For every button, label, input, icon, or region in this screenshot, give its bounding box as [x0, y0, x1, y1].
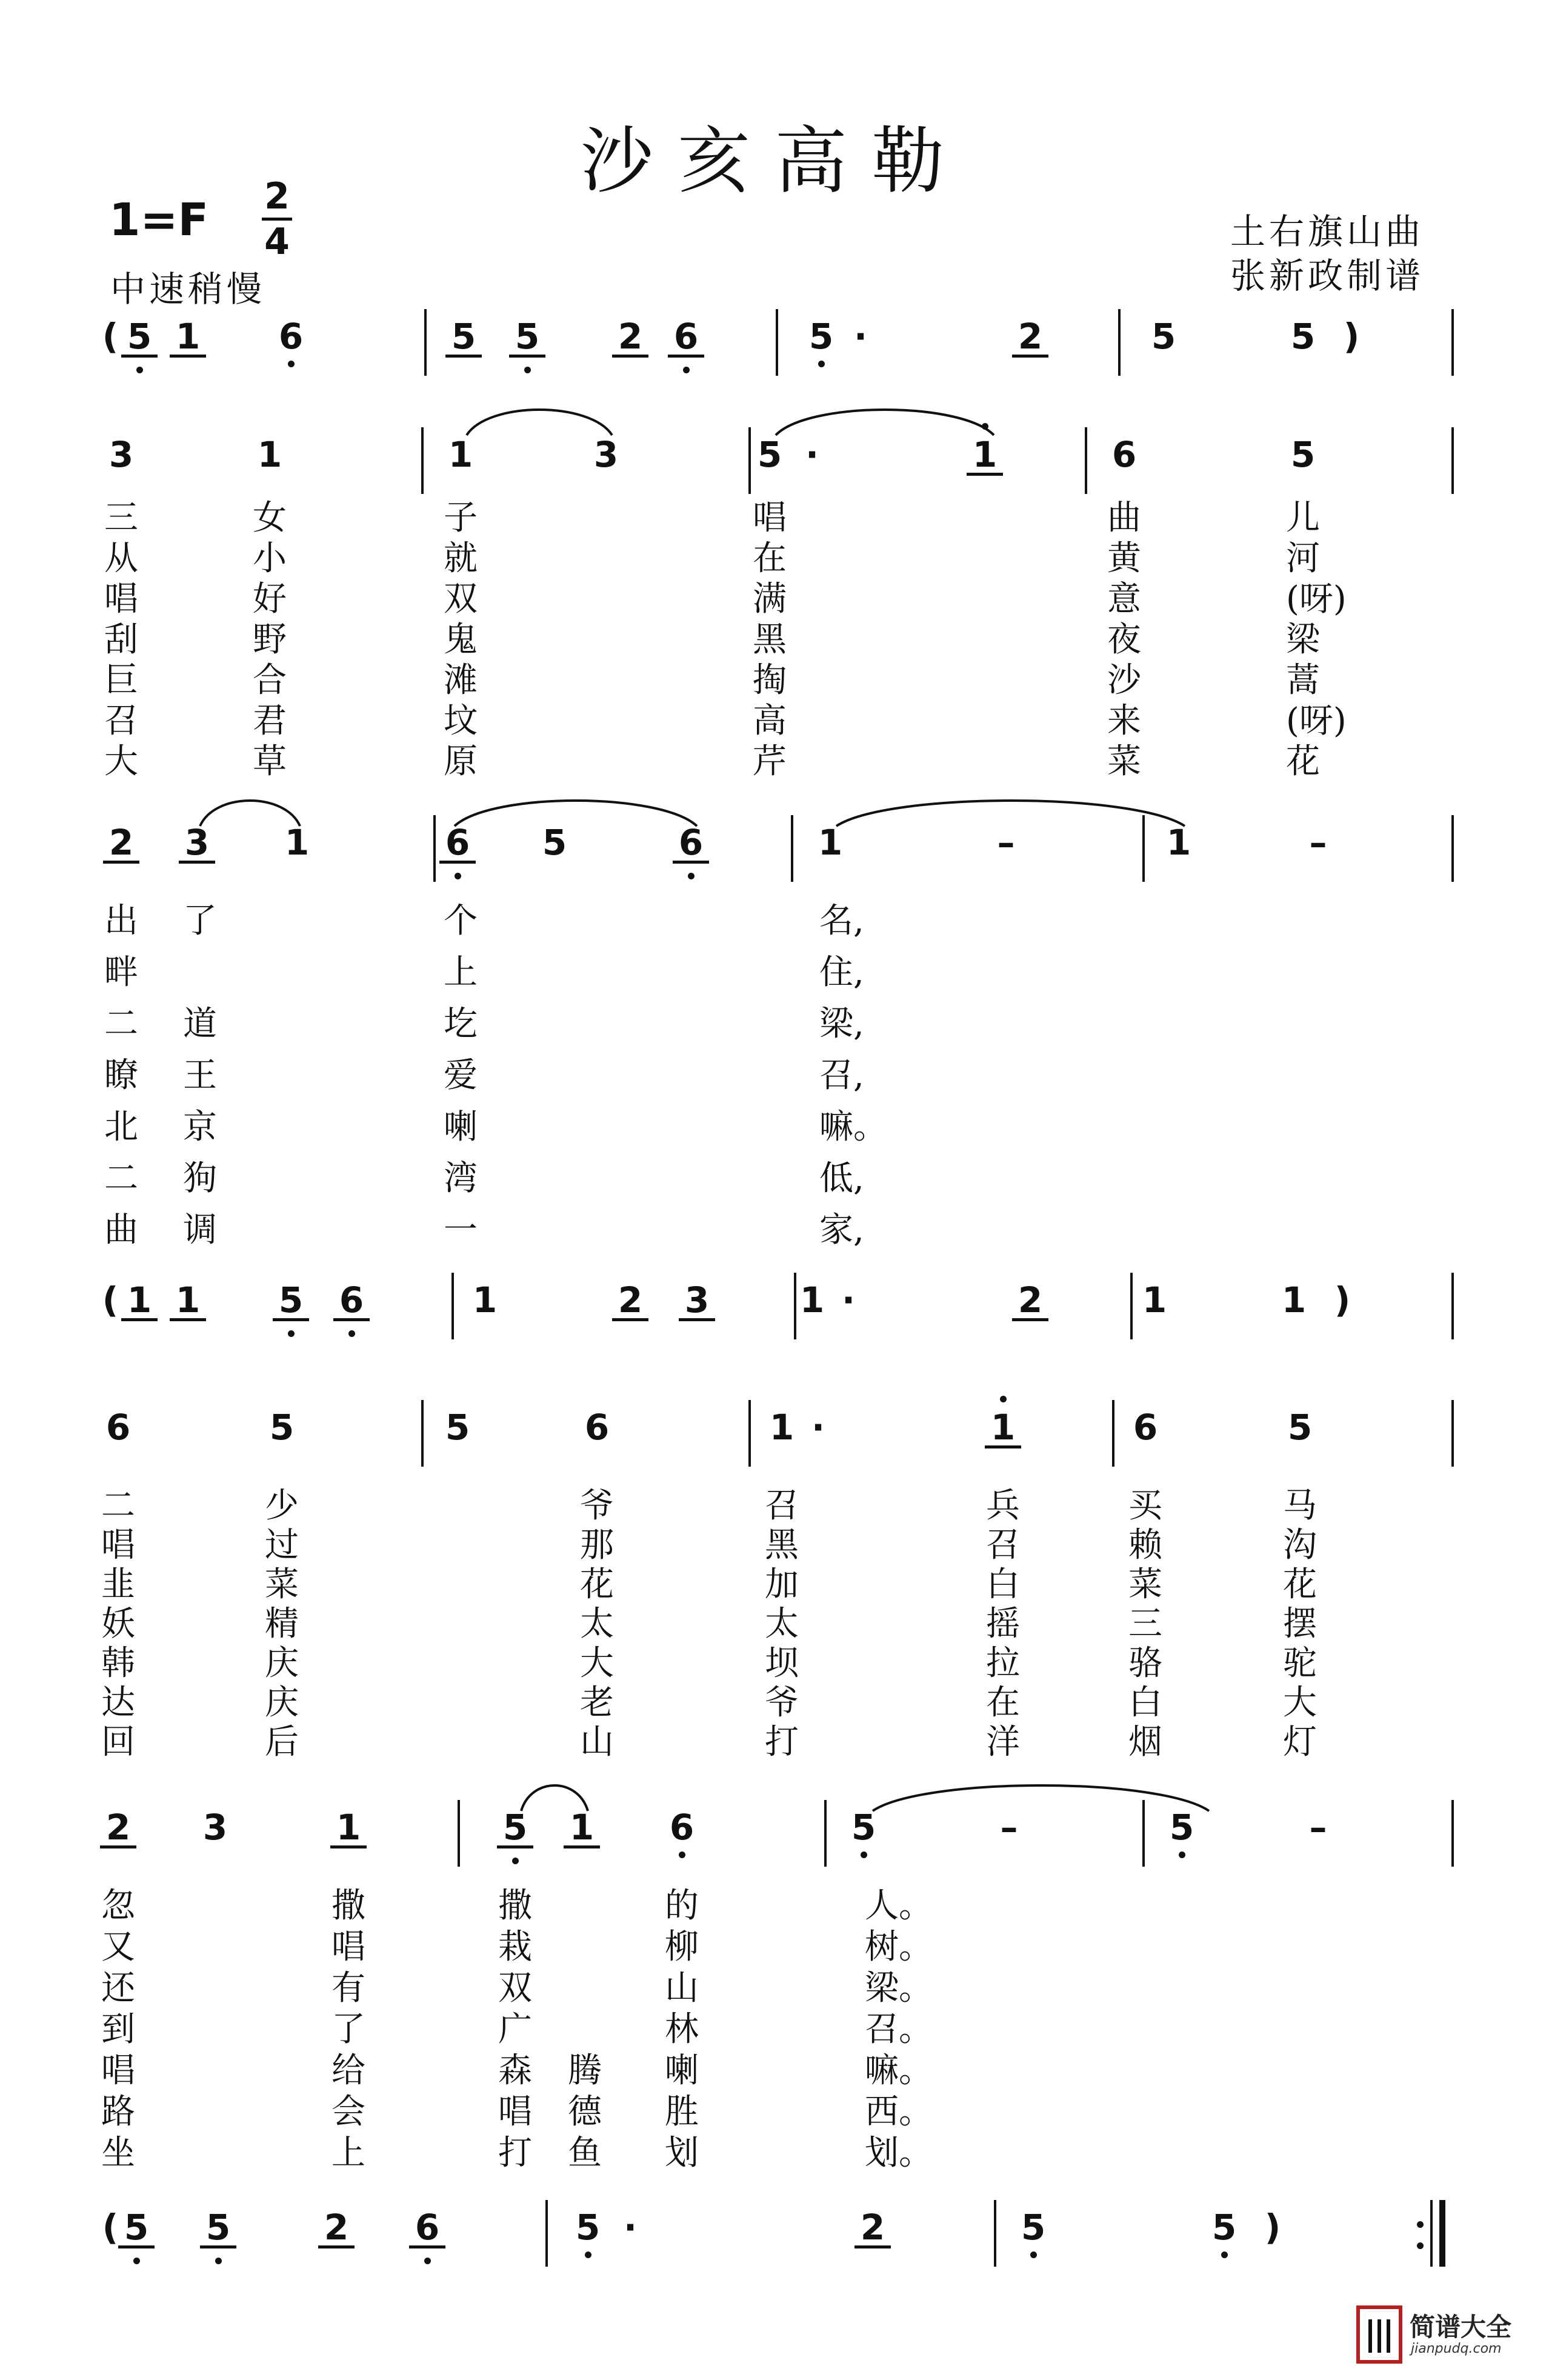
lyric-syllable: 唱: [101, 2051, 135, 2090]
watermark-brand: 简谱大全: [1410, 2312, 1512, 2342]
lyric-syllable: 低,: [819, 1159, 864, 1198]
lyric-syllable: 腾: [568, 2051, 602, 2090]
octave-dot-below: [424, 2258, 431, 2264]
octave-dot-above: [1000, 1396, 1007, 1402]
octave-dot-below: [455, 873, 461, 879]
lyric-syllable: 太: [580, 1604, 614, 1644]
lyric-syllable: 三: [104, 498, 138, 538]
lyric-syllable: 子: [444, 498, 478, 538]
time-bottom: 4: [264, 221, 290, 263]
lyric-syllable: 大: [104, 742, 138, 781]
lyric-syllable: 唱: [101, 1525, 135, 1565]
lyric-syllable: 广: [498, 2010, 532, 2049]
lyric-syllable: 名,: [819, 901, 864, 941]
lyric-syllable: 森: [498, 2051, 532, 2090]
note: 1: [769, 1407, 794, 1448]
octave-dot-below: [1179, 1852, 1185, 1858]
lyric-syllable: 林: [665, 2010, 699, 2049]
lyric-syllable: (呀): [1286, 701, 1347, 741]
note: 6: [673, 824, 709, 864]
lyric-syllable: 爷: [765, 1683, 799, 1722]
lyric-syllable: 曲: [1107, 498, 1141, 538]
paren: (: [102, 316, 119, 357]
lyric-syllable: 撒: [498, 1886, 532, 1925]
lyric-syllable: 摆: [1283, 1604, 1317, 1644]
note: 1: [330, 1809, 367, 1848]
lyric-syllable: 双: [498, 1968, 532, 2008]
lyric-syllable: 黄: [1107, 539, 1141, 578]
slur: [776, 400, 994, 436]
lyric-syllable: 个: [444, 901, 478, 941]
lyric-syllable: 妖: [101, 1604, 135, 1644]
note: 1: [985, 1409, 1021, 1448]
note: 6: [105, 1407, 131, 1448]
barline: [776, 309, 778, 376]
note: 5: [1211, 2207, 1237, 2248]
lyric-syllable: 会: [331, 2092, 365, 2132]
note: 1: [818, 822, 843, 863]
lyric-syllable: 洋: [986, 1722, 1020, 1762]
lyric-syllable: 召。: [865, 2010, 933, 2049]
note: 2: [100, 1809, 136, 1848]
lyric-syllable: 野: [253, 620, 287, 659]
lyric-syllable: 后: [265, 1722, 299, 1762]
note: 5: [808, 316, 834, 357]
lyric-syllable: 嘛。: [865, 2051, 933, 2090]
octave-dot-below: [688, 873, 695, 879]
octave-dot-below: [133, 2258, 140, 2264]
note: 6: [439, 824, 476, 864]
lyric-syllable: 夜: [1107, 620, 1141, 659]
barline: [421, 427, 424, 494]
note: 1: [257, 434, 282, 475]
lyric-syllable: 梁: [1286, 620, 1320, 659]
lyric-syllable: 骆: [1128, 1644, 1162, 1683]
lyric-syllable: 圪: [444, 1004, 478, 1044]
lyric-syllable: 过: [265, 1525, 299, 1565]
note: 1: [799, 1279, 825, 1321]
lyric-syllable: 大: [580, 1644, 614, 1683]
octave-dot-below: [1030, 2252, 1037, 2258]
lyric-syllable: 曲: [104, 1210, 138, 1250]
barline: [1130, 1273, 1133, 1339]
lyric-syllable: 韭: [101, 1565, 135, 1604]
lyric-syllable: 唱: [331, 1927, 365, 1967]
lyric-syllable: 北: [104, 1107, 138, 1147]
repeat-dot: [1417, 2242, 1424, 2249]
note: 5: [757, 434, 782, 475]
lyric-syllable: 胜: [665, 2092, 699, 2132]
lyric-syllable: 菜: [1107, 742, 1141, 781]
note: 2: [103, 824, 139, 864]
watermark-url: jianpudq.com: [1411, 2341, 1502, 2356]
repeat-dot: [1417, 2221, 1424, 2228]
barline: [748, 1400, 751, 1467]
lyric-syllable: 调: [183, 1210, 217, 1250]
lyric-syllable: 打: [765, 1722, 799, 1762]
lyric-syllable: 梁。: [865, 1968, 933, 2008]
lyric-syllable: 河: [1286, 539, 1320, 578]
octave-dot-below: [288, 1330, 295, 1337]
paren: ): [1343, 316, 1360, 357]
note: 5: [1169, 1807, 1194, 1848]
note: 1: [448, 434, 473, 475]
barline: [794, 1273, 796, 1339]
note: 5: [1151, 316, 1176, 357]
lyric-syllable: 原: [444, 742, 478, 781]
lyric-syllable: 就: [444, 539, 478, 578]
paren: ): [1264, 2207, 1281, 2248]
lyric-syllable: 喇: [665, 2051, 699, 2090]
lyric-syllable: 沙: [1107, 661, 1141, 700]
note: 5: [509, 318, 545, 358]
arranger: 张新政制谱: [1230, 255, 1425, 296]
lyric-syllable: 芹: [753, 742, 787, 781]
note: 5: [1021, 2207, 1046, 2248]
note: 2: [854, 2209, 891, 2248]
lyric-syllable: 摇: [986, 1604, 1020, 1644]
barline: [1451, 1800, 1454, 1867]
note: 6: [669, 1807, 695, 1848]
final-barline: [1439, 2200, 1445, 2267]
paren: (: [102, 2207, 119, 2248]
lyric-syllable: 刮: [104, 620, 138, 659]
lyric-syllable: 合: [253, 661, 287, 700]
lyric-syllable: 出: [104, 901, 138, 941]
note: 5: [445, 318, 482, 358]
lyric-syllable: 山: [665, 1968, 699, 2008]
barline: [748, 427, 751, 494]
lyric-syllable: 了: [183, 901, 217, 941]
note: 6: [278, 316, 304, 357]
note: 6: [1133, 1407, 1158, 1448]
note: 1: [1142, 1279, 1167, 1321]
note: 1: [472, 1279, 498, 1321]
note: 1: [170, 318, 206, 358]
lyric-syllable: 滩: [444, 661, 478, 700]
note: ·: [853, 316, 868, 357]
note: 5: [273, 1282, 309, 1321]
lyric-syllable: 唱: [104, 579, 138, 619]
barline: [545, 2200, 548, 2267]
lyric-syllable: 爷: [580, 1486, 614, 1525]
octave-dot-below: [585, 2252, 591, 2258]
note: 5: [497, 1809, 533, 1848]
lyric-syllable: 坟: [444, 701, 478, 741]
lyric-syllable: 拉: [986, 1644, 1020, 1683]
barline: [451, 1273, 454, 1339]
lyric-syllable: 白: [1128, 1683, 1162, 1722]
lyric-syllable: 巨: [104, 661, 138, 700]
lyric-syllable: 黑: [753, 620, 787, 659]
lyric-syllable: 坝: [765, 1644, 799, 1683]
barline: [433, 815, 436, 882]
lyric-syllable: 儿: [1286, 498, 1320, 538]
lyric-syllable: 大: [1283, 1683, 1317, 1722]
lyric-syllable: 还: [101, 1968, 135, 2008]
octave-dot-below: [512, 1858, 519, 1864]
lyric-syllable: 湾: [444, 1159, 478, 1198]
note: 1: [1281, 1279, 1307, 1321]
lyric-syllable: 达: [101, 1683, 135, 1722]
barline: [1451, 1400, 1454, 1467]
note: 6: [668, 318, 704, 358]
note: ·: [805, 434, 819, 475]
lyric-syllable: 梁,: [819, 1004, 864, 1044]
lyric-syllable: 满: [753, 579, 787, 619]
lyric-syllable: 老: [580, 1683, 614, 1722]
lyric-syllable: 召,: [819, 1056, 864, 1095]
note: 5: [445, 1407, 470, 1448]
lyric-syllable: 召: [986, 1525, 1020, 1565]
lyric-syllable: 召: [104, 701, 138, 741]
lyric-syllable: 庆: [265, 1683, 299, 1722]
note: 5: [118, 2209, 155, 2248]
lyric-syllable: 烟: [1128, 1722, 1162, 1762]
slur: [521, 1776, 588, 1812]
octave-dot-below: [288, 361, 295, 367]
note: 5: [1290, 434, 1316, 475]
lyric-syllable: 那: [580, 1525, 614, 1565]
note: 5: [269, 1407, 295, 1448]
note: 5: [542, 822, 567, 863]
lyric-syllable: 的: [665, 1886, 699, 1925]
lyric-syllable: 在: [753, 539, 787, 578]
key-signature: 1=F: [109, 194, 209, 246]
octave-dot-below: [215, 2258, 222, 2264]
lyric-syllable: 唱: [498, 2092, 532, 2132]
note: 3: [179, 824, 215, 864]
page-title: 沙亥高勒: [581, 119, 968, 204]
lyric-syllable: 买: [1128, 1486, 1162, 1525]
octave-dot-below: [683, 367, 690, 373]
barline: [824, 1800, 827, 1867]
dash-hold: –: [1309, 1807, 1327, 1848]
lyric-syllable: 二: [101, 1486, 135, 1525]
barline: [994, 2200, 996, 2267]
lyric-syllable: 君: [253, 701, 287, 741]
octave-dot-below: [524, 367, 531, 373]
slur: [455, 791, 697, 827]
note: 1: [170, 1282, 206, 1321]
lyric-syllable: 道: [183, 1004, 217, 1044]
lyric-syllable: 回: [101, 1722, 135, 1762]
lyric-syllable: 唱: [753, 498, 787, 538]
barline: [424, 309, 427, 376]
paren: (: [102, 1279, 119, 1321]
lyric-syllable: 嘛。: [819, 1107, 887, 1147]
tempo-marking: 中速稍慢: [110, 268, 266, 310]
note: ·: [811, 1407, 825, 1448]
note: 5: [851, 1807, 876, 1848]
barline: [1118, 309, 1121, 376]
note: 5: [200, 2209, 236, 2248]
lyric-syllable: 草: [253, 742, 287, 781]
lyric-syllable: 好: [253, 579, 287, 619]
time-signature: [262, 175, 292, 263]
note: 6: [333, 1282, 370, 1321]
barline: [1451, 815, 1454, 882]
lyric-syllable: 了: [331, 2010, 365, 2049]
lyric-syllable: 马: [1283, 1486, 1317, 1525]
lyric-syllable: 三: [1128, 1604, 1162, 1644]
note: 1: [284, 822, 310, 863]
dash-hold: –: [1000, 1807, 1018, 1848]
lyric-syllable: 划。: [865, 2133, 933, 2173]
lyric-syllable: 有: [331, 1968, 365, 2008]
lyric-syllable: 庆: [265, 1644, 299, 1683]
watermark: [1355, 2301, 1537, 2368]
time-top: 2: [264, 175, 290, 218]
lyric-syllable: 菜: [265, 1565, 299, 1604]
barline: [1430, 2200, 1433, 2267]
lyric-syllable: 小: [253, 539, 287, 578]
lyric-syllable: 撒: [331, 1886, 365, 1925]
octave-dot-below: [818, 361, 825, 367]
lyric-syllable: 蒿: [1286, 661, 1320, 700]
lyric-syllable: 坐: [101, 2133, 135, 2173]
note: 6: [584, 1407, 610, 1448]
note: 3: [108, 434, 134, 475]
note: 1: [1166, 822, 1191, 863]
lyric-syllable: 菜: [1128, 1565, 1162, 1604]
octave-dot-below: [861, 1852, 867, 1858]
lyric-syllable: 畔: [104, 953, 138, 992]
note: 5: [121, 318, 158, 358]
lyric-syllable: 忽: [101, 1886, 135, 1925]
slur: [200, 791, 300, 827]
lyric-syllable: 白: [986, 1565, 1020, 1604]
lyric-syllable: 狗: [183, 1159, 217, 1198]
lyric-syllable: 来: [1107, 701, 1141, 741]
lyric-syllable: 掏: [753, 661, 787, 700]
note: 5: [575, 2207, 601, 2248]
note: ·: [841, 1279, 856, 1321]
note: 2: [318, 2209, 355, 2248]
note: ·: [623, 2207, 638, 2248]
lyric-syllable: 双: [444, 579, 478, 619]
dash-hold: –: [997, 822, 1015, 863]
lyric-syllable: 打: [498, 2133, 532, 2173]
lyric-syllable: 鬼: [444, 620, 478, 659]
lyric-syllable: 山: [580, 1722, 614, 1762]
dash-hold: –: [1309, 822, 1327, 863]
note: 2: [1012, 1282, 1048, 1321]
note: 2: [612, 1282, 648, 1321]
barline: [791, 815, 793, 882]
octave-dot-below: [136, 367, 143, 373]
barline: [1112, 1400, 1114, 1467]
lyric-syllable: 精: [265, 1604, 299, 1644]
lyric-syllable: 到: [101, 2010, 135, 2049]
lyric-syllable: 栽: [498, 1927, 532, 1967]
lyric-syllable: 给: [331, 2051, 365, 2090]
lyric-syllable: 召: [765, 1486, 799, 1525]
note: 5: [1287, 1407, 1313, 1448]
lyric-syllable: 西。: [865, 2092, 933, 2132]
octave-dot-below: [1221, 2252, 1228, 2258]
lyric-syllable: 沟: [1283, 1525, 1317, 1565]
lyric-syllable: 王: [183, 1056, 217, 1095]
lyric-syllable: 二: [104, 1004, 138, 1044]
lyric-syllable: 德: [568, 2092, 602, 2132]
barline: [1451, 1273, 1454, 1339]
octave-dot-below: [348, 1330, 355, 1337]
lyric-syllable: 柳: [665, 1927, 699, 1967]
note: 3: [679, 1282, 715, 1321]
paren: ): [1334, 1279, 1351, 1321]
lyric-syllable: 鱼: [568, 2133, 602, 2173]
note: 1: [564, 1809, 600, 1848]
lyric-syllable: 兵: [986, 1486, 1020, 1525]
composer: 土右旗山曲: [1230, 211, 1425, 252]
lyric-syllable: 加: [765, 1565, 799, 1604]
lyric-syllable: (呀): [1286, 579, 1347, 619]
lyric-syllable: 太: [765, 1604, 799, 1644]
lyric-syllable: 高: [753, 701, 787, 741]
note: 3: [202, 1807, 228, 1848]
note: 5: [1290, 316, 1316, 357]
lyric-syllable: 韩: [101, 1644, 135, 1683]
lyric-syllable: 人。: [865, 1886, 933, 1925]
lyric-syllable: 女: [253, 498, 287, 538]
note: 2: [1012, 318, 1048, 358]
lyric-syllable: 一: [444, 1210, 478, 1250]
lyric-syllable: 瞭: [104, 1056, 138, 1095]
lyric-syllable: 意: [1107, 579, 1141, 619]
barline: [1451, 309, 1454, 376]
lyric-syllable: 京: [183, 1107, 217, 1147]
lyric-syllable: 在: [986, 1683, 1020, 1722]
barline: [1451, 427, 1454, 494]
lyric-syllable: 路: [101, 2092, 135, 2132]
lyric-syllable: 喇: [444, 1107, 478, 1147]
lyric-syllable: 二: [104, 1159, 138, 1198]
note: 2: [612, 318, 648, 358]
lyric-syllable: 黑: [765, 1525, 799, 1565]
barline: [421, 1400, 424, 1467]
note: 1: [967, 436, 1003, 476]
slur: [836, 791, 1185, 827]
lyric-syllable: 花: [580, 1565, 614, 1604]
barline: [1085, 427, 1087, 494]
lyric-syllable: 驼: [1283, 1644, 1317, 1683]
barline: [458, 1800, 460, 1867]
lyric-syllable: 爱: [444, 1056, 478, 1095]
lyric-syllable: 赖: [1128, 1525, 1162, 1565]
lyric-syllable: 家,: [819, 1210, 864, 1250]
lyric-syllable: 住,: [819, 953, 864, 992]
lyric-syllable: 又: [101, 1927, 135, 1967]
slur: [467, 400, 612, 436]
note: 1: [121, 1282, 158, 1321]
slur: [873, 1776, 1209, 1812]
lyric-syllable: 从: [104, 539, 138, 578]
note: 6: [409, 2209, 445, 2248]
lyric-syllable: 树。: [865, 1927, 933, 1967]
octave-dot-below: [679, 1852, 685, 1858]
lyric-syllable: 花: [1286, 742, 1320, 781]
note: 3: [593, 434, 619, 475]
lyric-syllable: 上: [444, 953, 478, 992]
note: 6: [1111, 434, 1137, 475]
lyric-syllable: 上: [331, 2133, 365, 2173]
lyric-syllable: 划: [665, 2133, 699, 2173]
lyric-syllable: 少: [265, 1486, 299, 1525]
lyric-syllable: 花: [1283, 1565, 1317, 1604]
lyric-syllable: 灯: [1283, 1722, 1317, 1762]
